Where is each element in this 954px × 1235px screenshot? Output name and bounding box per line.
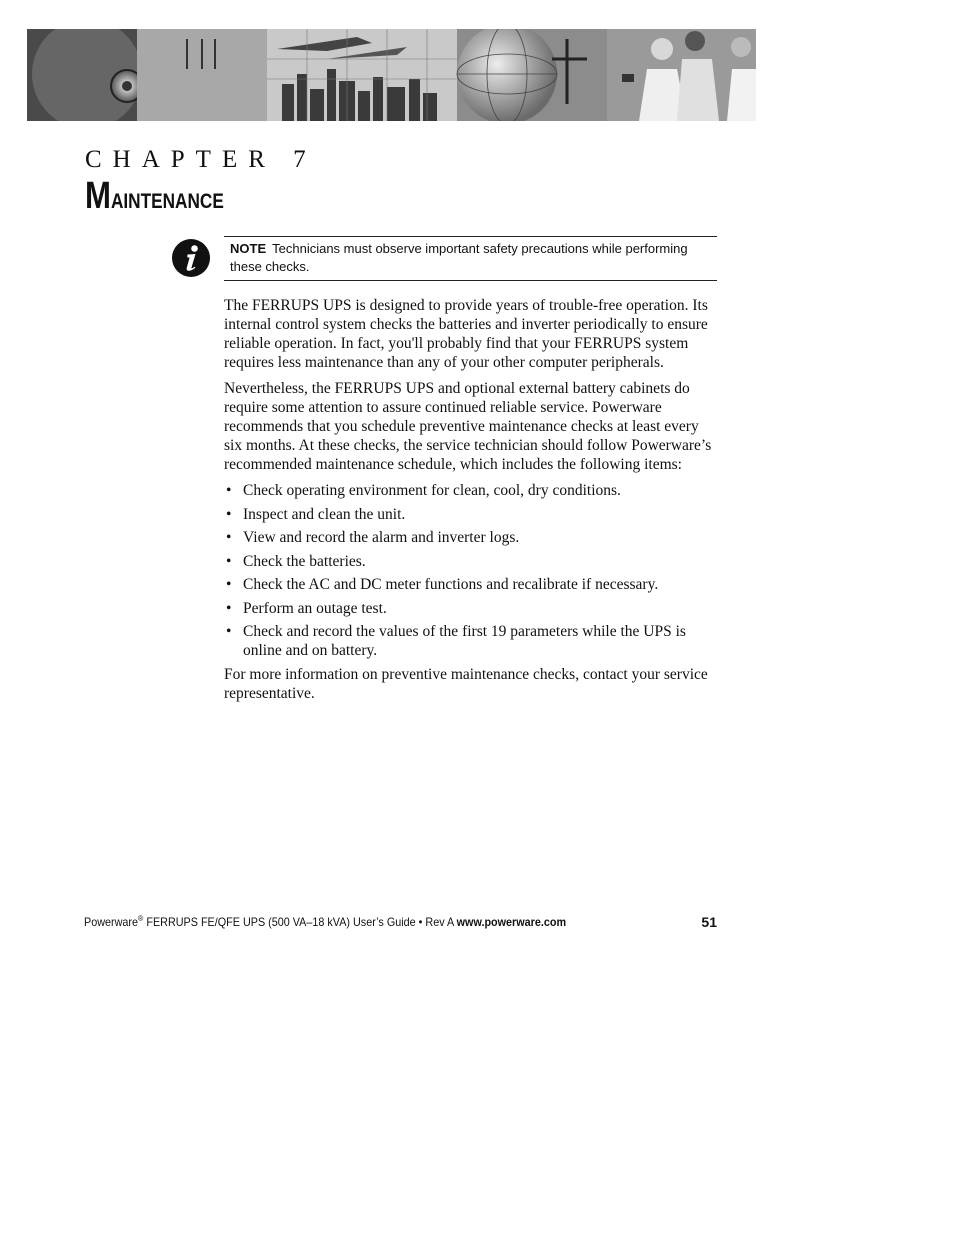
- bullet-icon: •: [226, 576, 232, 593]
- page-number: 51: [701, 914, 717, 930]
- maintenance-items-list: [224, 481, 719, 660]
- bullet-icon: •: [226, 529, 232, 546]
- list-item-text: View and record the alarm and inverter logs.: [243, 529, 520, 546]
- list-item: [224, 575, 719, 594]
- chapter-title: [85, 176, 224, 219]
- bullet-icon: •: [226, 505, 232, 523]
- list-item-text: Perform an outage test.: [243, 599, 387, 617]
- banner-collage-graphic: [27, 29, 756, 121]
- list-item-text: Check the batteries.: [243, 552, 366, 570]
- footer-brand: Powerware: [84, 915, 139, 929]
- list-item-text: Check operating environment for clean, cool, dry conditions.: [243, 482, 621, 499]
- registered-mark: ®: [138, 914, 144, 923]
- bullet-icon: •: [226, 482, 232, 499]
- list-item: [224, 552, 719, 571]
- intro-paragraph: The FERRUPS UPS is designed to provide years of trouble-free operation. Its internal control system checks the batteries and inverter periodically to ensure reliable operation. In fact, you'll probably find that your FERRUPS system requires less maintenance than any of your other computer peripherals.: [224, 297, 708, 371]
- note-text: Technicians must observe important safety precautions while performing these checks.: [230, 241, 688, 274]
- list-item-text: Check and record the values of the first 19 parameters while the UPS is online and on battery.: [243, 623, 686, 659]
- info-icon: [171, 238, 211, 278]
- list-item: [224, 505, 719, 524]
- note-callout: [224, 236, 717, 281]
- list-item-text: Inspect and clean the unit.: [243, 505, 406, 523]
- chapter-title-initial: M: [85, 175, 111, 217]
- list-item: [224, 528, 719, 547]
- list-item: [224, 481, 719, 500]
- main-body: [224, 296, 719, 710]
- chapter-label: CHAPTER 7: [85, 146, 317, 173]
- footer-url: www.powerware.com: [456, 915, 567, 929]
- list-item: [224, 622, 719, 660]
- schedule-paragraph: Nevertheless, the FERRUPS UPS and optional external battery cabinets do require some attention to assure continued reliable service. Powerware recommends that you schedule preventive maintenance checks at least every six months. At these checks, the service technician should follow Powerware’s recommended maintenance schedule, which includes the following items:: [224, 380, 712, 473]
- page-footer: [84, 914, 717, 929]
- contact-paragraph: For more information on preventive maintenance checks, contact your service representative.: [224, 666, 708, 702]
- footer-text: [84, 914, 566, 929]
- footer-guide-title: FERRUPS FE/QFE UPS (500 VA–18 kVA) User’s Guide • Rev A: [143, 915, 457, 929]
- list-item-text: Check the AC and DC meter functions and recalibrate if necessary.: [243, 576, 659, 593]
- bullet-icon: •: [226, 599, 232, 617]
- header-banner-image: [27, 29, 756, 121]
- note-label: NOTE: [230, 241, 267, 256]
- chapter-title-rest: aintenance: [110, 182, 224, 215]
- list-item: [224, 599, 719, 618]
- bullet-icon: •: [226, 623, 232, 640]
- bullet-icon: •: [226, 552, 232, 570]
